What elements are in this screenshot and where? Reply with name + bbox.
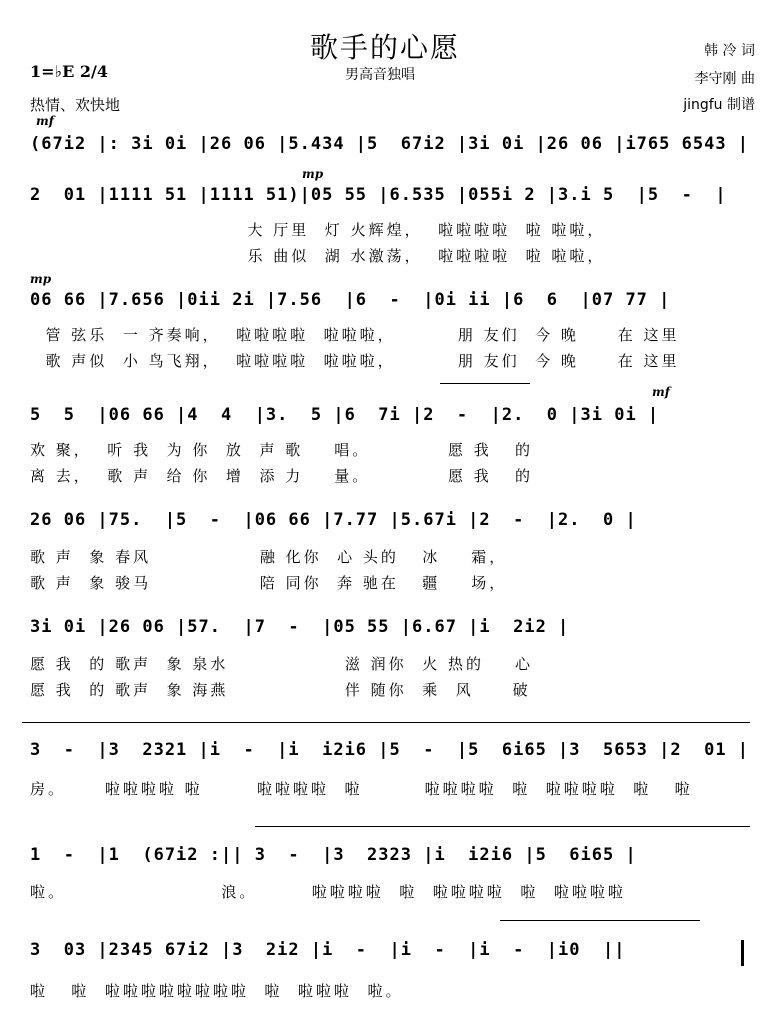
lyric-verse-2: 离 去， 歌 声 给 你 增 添 力 量。 愿 我 的: [30, 467, 534, 485]
note-line: 26 06 |75. |5 - |06 66 |7.77 |5.67i |2 - |2. 0 |: [30, 510, 637, 530]
note-line: 3 - |3 2321 |i - |i i2i6 |5 - |5 6i65 |3 5653 |2 01 |: [30, 740, 750, 760]
lyric-verse-1: 大 厅里 灯 火辉煌， 啦啦啦啦 啦 啦啦，: [30, 221, 606, 239]
final-barline: [741, 940, 744, 966]
lyric-verse-1: 歌 声 象 春风 融 化你 心 头的 冰 霜，: [30, 548, 508, 566]
lyric-verse-2: 愿 我 的 歌声 象 海燕 伴 随你 乘 风 破: [30, 681, 531, 699]
crescendo-hairpin: [440, 383, 530, 384]
lyric-verse-2: 歌 声 象 骏马 陪 同你 奔 驰在 疆 场，: [30, 574, 508, 592]
volta-bracket-2: [255, 826, 750, 827]
note-line: 3 03 |2345 67i2 |3 2i2 |i - |i - |i - |i0 ||: [30, 940, 626, 960]
note-line: 1 - |1 (67i2 :|| 3 - |3 2323 |i i2i6 |5 6i65 |: [30, 845, 637, 865]
note-line: (67i2 |: 3i 0i |26 06 |5.434 |5 67i2 |3i 0i |26 06 |i765 6543 |: [30, 134, 750, 154]
dynamic-mark: mp: [30, 272, 52, 286]
arranger-credit: jingfu 制谱: [683, 97, 755, 113]
song-title: 歌手的心愿: [310, 31, 461, 64]
composer-credit: 李守刚 曲: [694, 71, 755, 87]
song-subtitle: 男高音独唱: [345, 67, 415, 83]
dynamic-mark: mf: [652, 385, 670, 399]
staff-row-1: [30, 114, 750, 170]
staff-row-9: [30, 940, 750, 1000]
dynamic-mark: mp: [302, 167, 324, 181]
lyric-verse-1: 愿 我 的 歌声 象 泉水 滋 润你 火 热的 心: [30, 655, 534, 673]
lyric-line: 啦。 浪。 啦啦啦啦 啦 啦啦啦啦 啦 啦啦啦啦: [30, 883, 626, 901]
staff-row-8: [30, 845, 750, 905]
key-signature: 1=♭E 2/4: [30, 62, 108, 81]
staff-row-3: [30, 272, 750, 380]
lyric-verse-2: 歌 声似 小 鸟飞翔， 啦啦啦啦 啦啦啦， 朋 友们 今 晚 在 这里: [30, 352, 680, 370]
staff-row-4: [30, 385, 750, 495]
lyric-line: 啦 啦 啦啦啦啦啦啦啦啦 啦 啦啦啦 啦。: [30, 982, 404, 1000]
note-line: 06 66 |7.656 |0ii 2i |7.56 |6 - |0i ii |6 6 |07 77 |: [30, 290, 671, 310]
staff-row-6: [30, 617, 750, 707]
lyric-verse-1: 管 弦乐 一 齐奏响， 啦啦啦啦 啦啦啦， 朋 友们 今 晚 在 这里: [30, 326, 680, 344]
note-line: 5 5 |06 66 |4 4 |3. 5 |6 7i |2 - |2. 0 |3i 0i |: [30, 405, 660, 425]
volta-bracket-1: [22, 722, 750, 723]
tempo-marking: 热情、欢快地: [30, 96, 121, 114]
lyric-line: 房。 啦啦啦啦 啦 啦啦啦啦 啦 啦啦啦啦 啦 啦啦啦啦 啦 啦: [30, 780, 693, 798]
lyric-verse-1: 欢 聚， 听 我 为 你 放 声 歌 唱。 愿 我 的: [30, 441, 534, 459]
dynamic-mark: mf: [36, 114, 54, 128]
staff-row-5: [30, 510, 750, 600]
staff-row-7: [30, 740, 750, 810]
lyric-verse-2: 乐 曲似 湖 水激荡， 啦啦啦啦 啦 啦啦，: [30, 247, 606, 265]
note-line: 3i 0i |26 06 |57. |7 - |05 55 |6.67 |i 2i2 |: [30, 617, 570, 637]
staff-row-2: [30, 167, 750, 265]
lyricist-credit: 韩 冷 词: [704, 43, 755, 59]
crescendo-hairpin: [500, 920, 700, 921]
note-line: 2 01 |1111 51 |1111 51)|05 55 |6.535 |055i 2 |3.i 5 |5 - |: [30, 185, 727, 205]
